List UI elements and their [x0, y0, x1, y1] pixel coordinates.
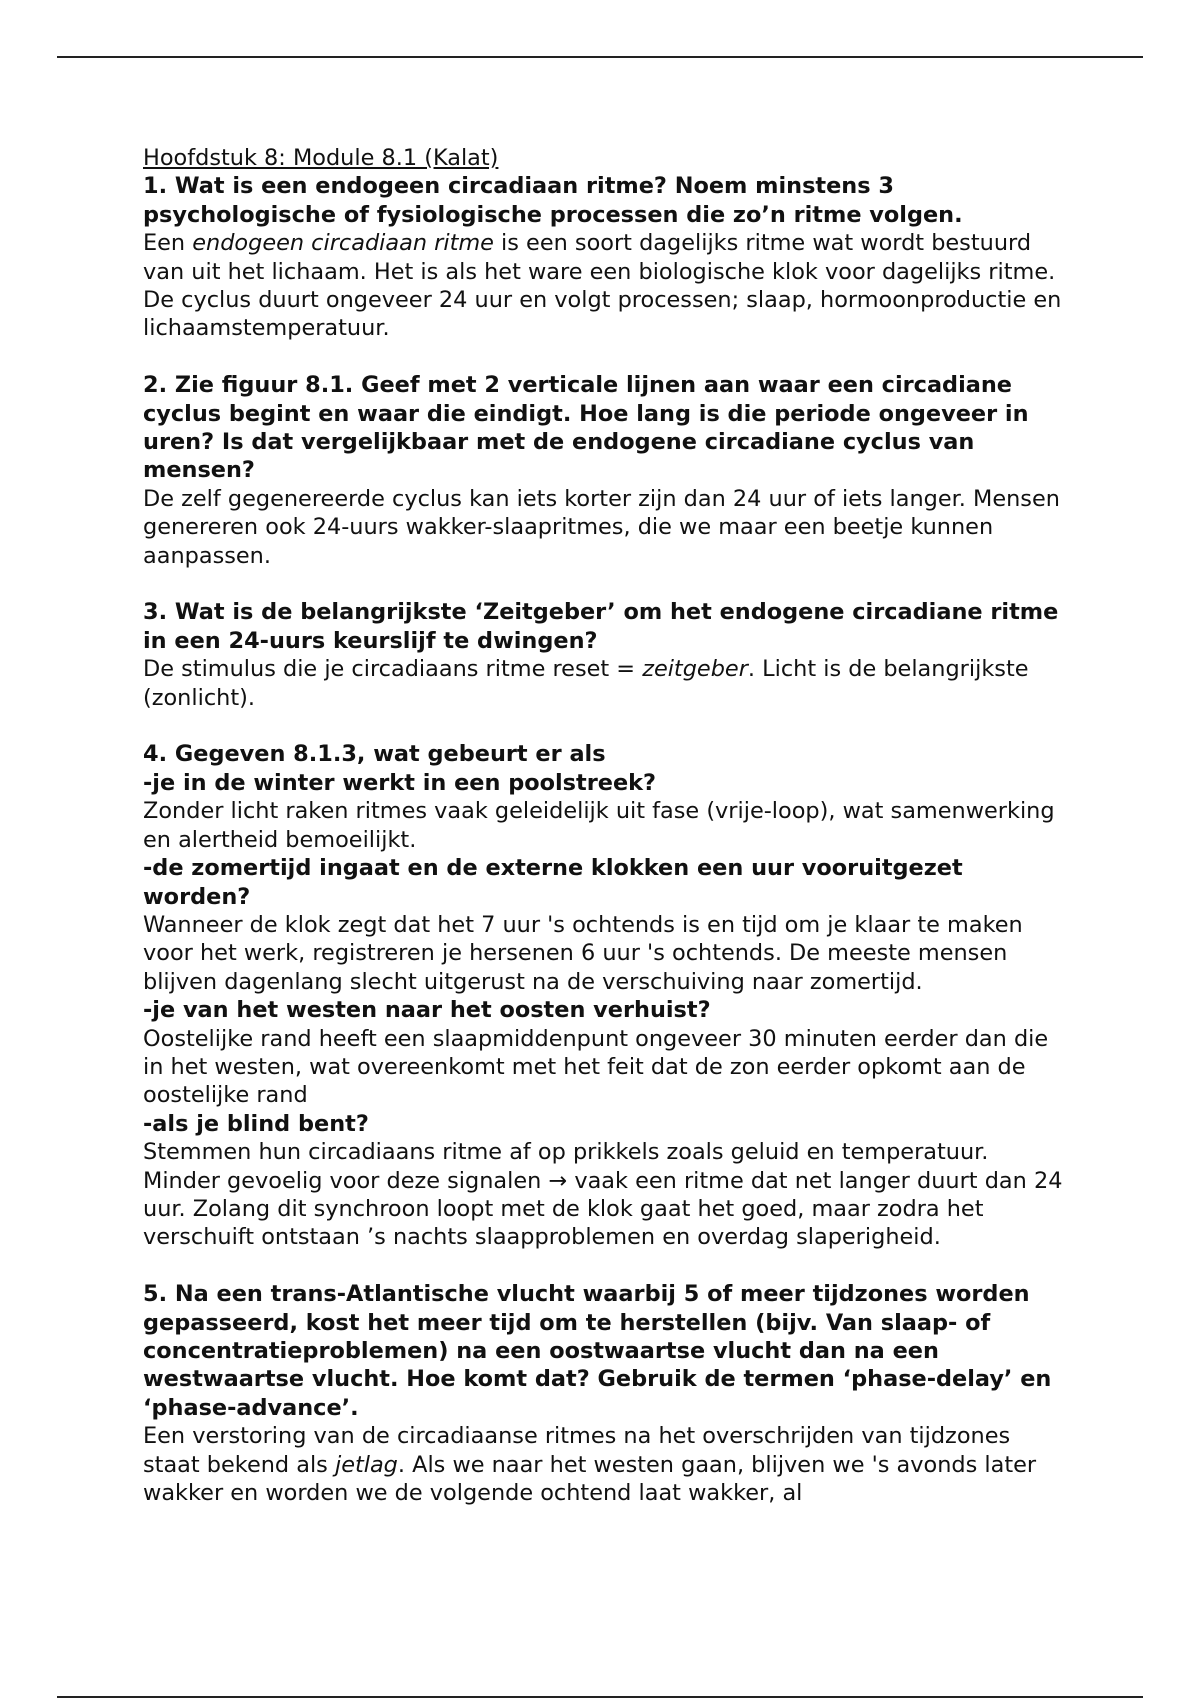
answer-4b: Wanneer de klok zegt dat het 7 uur 's ochtends is en tijd om je klaar te maken voor het werk, registreren je hersenen 6 uur 's ochtends. De meeste mensen blijven dagenlang slecht uitgerust na de verschuiving naar zomertijd. [143, 911, 1023, 995]
page-title: Hoofdstuk 8: Module 8.1 (Kalat) [143, 145, 499, 171]
question-3: 3. Wat is de belangrijkste ‘Zeitgeber’ om het endogene circadiane ritme in een 24-uurs keurslijf te dwingen? [143, 599, 1059, 654]
answer-3: De stimulus die je circadiaans ritme reset = zeitgeber. Licht is de belangrijkste (zonlicht). [143, 656, 1029, 711]
answer-4d: Stemmen hun circadiaans ritme af op prikkels zoals geluid en temperatuur. Minder gevoelig voor deze signalen → vaak een ritme dat net langer duurt dan 24 uur. Zolang dit synchroon loopt met de klok gaat het goed, maar zodra het verschuift ontstaan ’s nachts slaapproblemen en overdag slaperigheid. [143, 1139, 1063, 1251]
answer-4c: Oostelijke rand heeft een slaapmiddenpunt ongeveer 30 minuten eerder dan die in het westen, wat overeenkomt met het feit dat de zon eerder opkomt aan de oostelijke rand [143, 1025, 1049, 1109]
bottom-rule [57, 1696, 1143, 1698]
subquestion-4b: -de zomertijd ingaat en de externe klokken een uur vooruitgezet worden? [143, 855, 963, 910]
term-zeitgeber: zeitgeber [642, 656, 748, 683]
answer-2: De zelf gegenereerde cyclus kan iets korter zijn dan 24 uur of iets langer. Mensen genereren ook 24-uurs wakker-slaapritmes, die we maar een beetje kunnen aanpassen. [143, 485, 1060, 569]
answer-1: Een endogeen circadiaan ritme is een soort dagelijks ritme wat wordt bestuurd van uit het lichaam. Het is als het ware een biologische klok voor dagelijks ritme. De cyclus duurt ongeveer 24 uur en volgt processen; slaap, hormoonproductie en lichaamstemperatuur. [143, 230, 1062, 342]
question-4: 4. Gegeven 8.1.3, wat gebeurt er als [143, 741, 606, 768]
answer-5: Een verstoring van de circadiaanse ritmes na het overschrijden van tijdzones staat bekend als jetlag. Als we naar het westen gaan, blijven we 's avonds later wakker en worden we de volgende ochtend laat wakker, al [143, 1423, 1037, 1507]
question-1: 1. Wat is een endogeen circadiaan ritme? Noem minstens 3 psychologische of fysiologische processen die zo’n ritme volgen. [143, 173, 963, 228]
spacer [143, 570, 1063, 598]
question-5: 5. Na een trans-Atlantische vlucht waarbij 5 of meer tijdzones worden gepasseerd, kost het meer tijd om te herstellen (bijv. Van slaap- of concentratieproblemen) na een oostwaartse vlucht dan na een westwaartse vlucht. Hoe komt dat? Gebruik de termen ‘phase-delay’ en ‘phase-advance’. [143, 1281, 1052, 1421]
document-page [143, 144, 1063, 1507]
subquestion-4d: -als je blind bent? [143, 1110, 369, 1137]
term-jetlag: jetlag [334, 1451, 398, 1478]
top-rule [57, 56, 1143, 58]
question-2: 2. Zie figuur 8.1. Geef met 2 verticale lijnen aan waar een circadiane cyclus begint en waar die eindigt. Hoe lang is die periode ongeveer in uren? Is dat vergelijkbaar met de endogene circadiane cyclus van mensen? [143, 372, 1029, 484]
subquestion-4a: -je in de winter werkt in een poolstreek? [143, 769, 657, 796]
answer-4a: Zonder licht raken ritmes vaak geleidelijk uit fase (vrije-loop), wat samenwerking en alertheid bemoeilijkt. [143, 798, 1055, 853]
subquestion-4c: -je van het westen naar het oosten verhuist? [143, 997, 711, 1024]
spacer [143, 343, 1063, 371]
term-endogeen: endogeen circadiaan ritme [192, 230, 494, 257]
spacer [143, 1252, 1063, 1280]
spacer [143, 712, 1063, 740]
